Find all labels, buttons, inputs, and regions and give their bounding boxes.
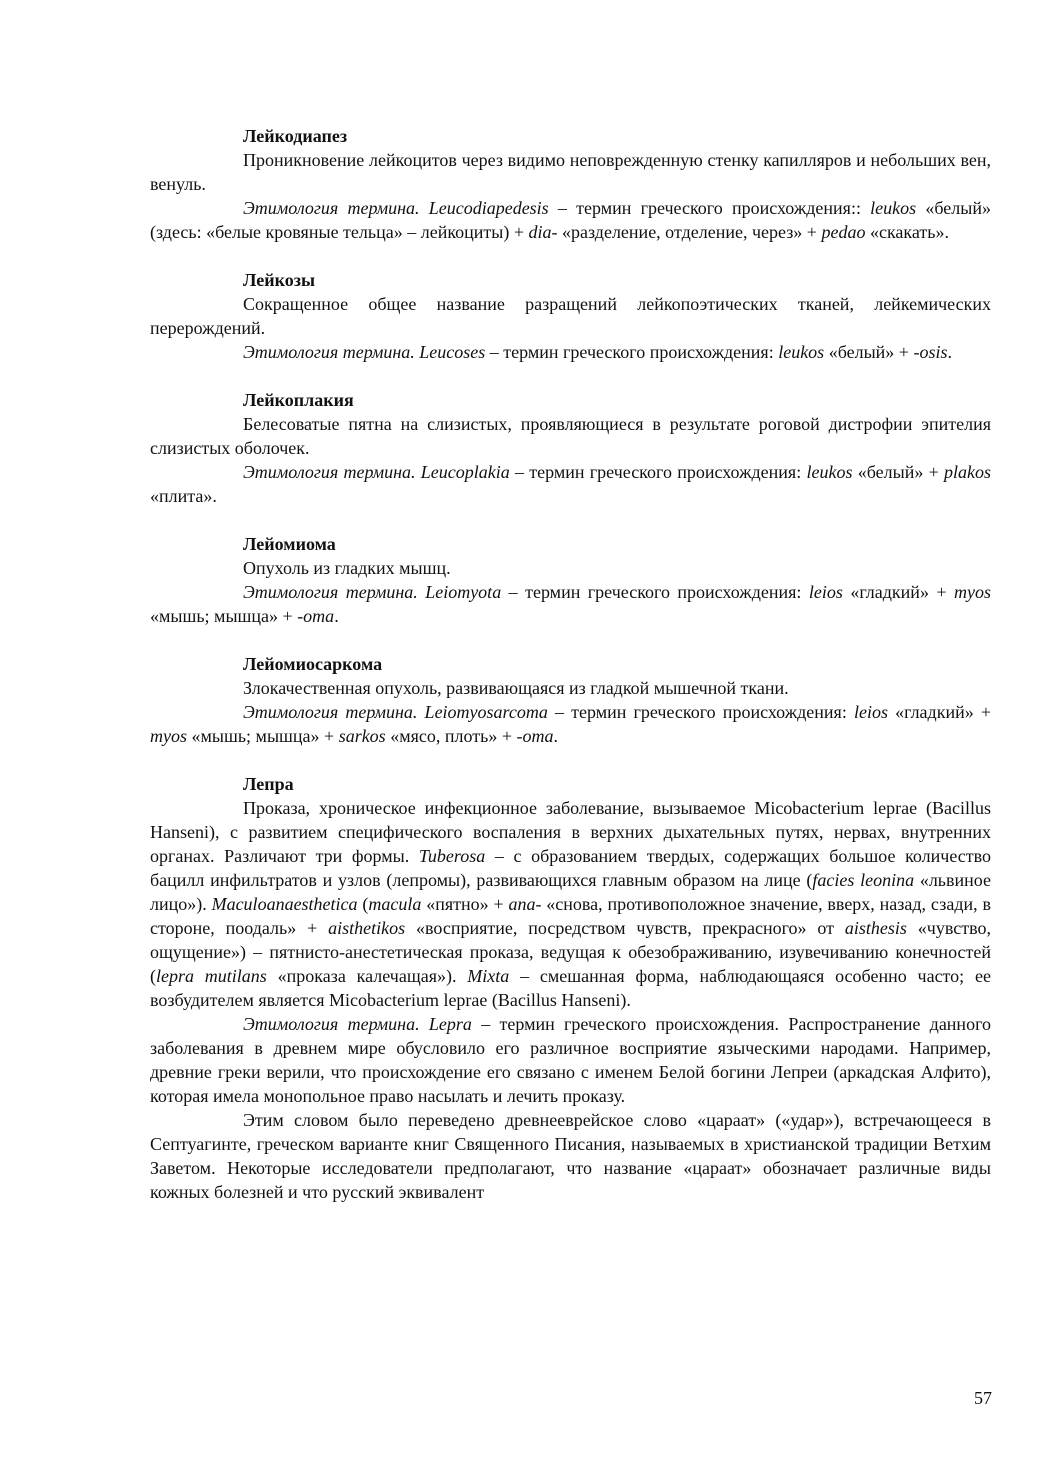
text-run: Проникновение лейкоцитов через видимо неповрежденную стенку капилляров и небольших вен, венуль. — [150, 150, 991, 194]
entry-paragraph — [150, 700, 991, 748]
entry-definition — [150, 292, 991, 340]
italic-run: Этимология термина. Lepra — [243, 1014, 472, 1034]
italic-run: facies leonina — [812, 870, 915, 890]
entry-term: Лейомиома — [243, 534, 336, 554]
italic-run: leukos — [806, 462, 853, 482]
entry-term: Лейкоплакия — [243, 390, 354, 410]
text-run: «белый» + — [824, 342, 914, 362]
entry-term: Лепра — [243, 774, 294, 794]
italic-run: Tuberosa — [418, 846, 486, 866]
text-run: «белый» (здесь: «белые кровяные тельца» – лейкоциты) + — [150, 198, 991, 242]
italic-run: myos — [954, 582, 991, 602]
text-run: Проказа, хроническое инфекционное заболевание, вызываемое Micobacterium leprae (Bacillus Hanseni), с развитием специфического воспаления в верхних дыхательных путях, нервах, внутренних органах. Различают три формы. — [150, 798, 991, 866]
text-run: . — [334, 606, 339, 626]
text-run: – с образованием твердых, содержащих большое количество бацилл инфильтратов и узлов (лепромы), развивающихся главным образом на лице ( — [150, 846, 991, 890]
entry-definition — [150, 796, 991, 1012]
text-run: «мышь; мышца» + — [150, 606, 298, 626]
italic-run: Этимология термина. Leucoplakia — [243, 462, 510, 482]
italic-run: myos — [150, 726, 187, 746]
entry-definition — [150, 412, 991, 460]
text-run: – термин греческого происхождения:: — [548, 198, 871, 218]
italic-run: dia- — [528, 222, 558, 242]
italic-run: Этимология термина. Leiomyota — [243, 582, 502, 602]
entry-term: Лейкозы — [243, 270, 316, 290]
text-run: . — [947, 342, 952, 362]
text-run: – термин греческого происхождения: — [501, 582, 809, 602]
entry-definition — [150, 676, 991, 700]
text-run: «проказа калечащая»). — [266, 966, 468, 986]
document-page — [150, 124, 991, 1204]
dictionary-entry — [150, 388, 991, 508]
text-run: – смешанная форма, наблюдающаяся особенно часто; ее возбудителем является Micobacterium leprae (Bacillus Hanseni). — [150, 966, 991, 1010]
page-number: 57 — [974, 1388, 992, 1408]
text-run: Опухоль из гладких мышц. — [243, 558, 451, 578]
text-run: «мышь; мышца» + — [187, 726, 339, 746]
dictionary-entry — [150, 124, 991, 244]
text-run: – термин греческого происхождения. Распространение данного заболевания в древнем мире обусловило его различное восприятие языческими народами. Например, древние греки верили, что происхождение его связано с именем Белой богини Лепреи (аркадская Алфито), которая имела монопольное право насылать и лечить проказу. — [150, 1014, 992, 1106]
text-run: Сокращенное общее название разращений лейкопоэтических тканей, лейкемических перерождений. — [150, 294, 991, 338]
dictionary-entry — [150, 652, 991, 748]
entry-paragraph — [150, 340, 991, 364]
entry-definition — [150, 148, 991, 196]
italic-run: leios — [808, 582, 843, 602]
text-run: «чувство, ощущение») – пятнисто-анестетическая проказа, ведущая к обезображиванию, изувечиванию конечностей ( — [150, 918, 991, 986]
text-run: . — [553, 726, 558, 746]
italic-run: pedao — [821, 222, 866, 242]
italic-run: -oma — [516, 726, 554, 746]
text-run: Этим словом было переведено древнееврейское слово «цараат» («удар»), встречающееся в Септуагинте, греческом варианте книг Священного Писания, называемых в христианской традиции Ветхим Заветом. Некоторые исследователи предполагают, что название «цараат» обозначает различные виды кожных болезней и что русский эквивалент — [150, 1110, 991, 1202]
text-run: «плита». — [150, 486, 217, 506]
entry-term: Лейомиосаркома — [243, 654, 383, 674]
italic-run: macula — [368, 894, 422, 914]
text-run: «гладкий» + — [842, 582, 954, 602]
italic-run: sarkos — [338, 726, 386, 746]
entry-paragraph — [150, 196, 991, 244]
text-run: «белый» + — [852, 462, 944, 482]
text-run: «снова, противоположное значение, вверх, назад, сзади, в стороне, поодаль» + — [150, 894, 992, 938]
text-run: – термин греческого происхождения: — [485, 342, 779, 362]
text-run: «скакать». — [865, 222, 949, 242]
entry-paragraph — [150, 580, 991, 628]
text-run: «пятно» + — [421, 894, 509, 914]
italic-run: leukos — [778, 342, 825, 362]
text-run: «восприятие, посредством чувств, прекрасного» от — [405, 918, 845, 938]
italic-run: plakos — [943, 462, 991, 482]
entry-term: Лейкодиапез — [243, 126, 348, 146]
italic-run: -osis — [913, 342, 948, 362]
text-run: «гладкий» + — [887, 702, 991, 722]
entry-paragraph — [150, 1108, 991, 1204]
italic-run: Maculoanaesthetica — [211, 894, 358, 914]
italic-run: Этимология термина. Leucoses — [243, 342, 486, 362]
text-run: «львиное лицо»). — [150, 870, 991, 914]
italic-run: ana- — [508, 894, 542, 914]
entry-paragraph — [150, 1012, 991, 1108]
text-run: – термин греческого происхождения: — [547, 702, 854, 722]
italic-run: aisthetikos — [328, 918, 406, 938]
text-run: Белесоватые пятна на слизистых, проявляющиеся в результате роговой дистрофии эпителия слизистых оболочек. — [150, 414, 991, 458]
italic-run: lepra mutilans — [156, 966, 267, 986]
text-run: ( — [357, 894, 369, 914]
italic-run: leukos — [870, 198, 917, 218]
dictionary-entry — [150, 268, 991, 364]
dictionary-entry — [150, 532, 991, 628]
text-run: Злокачественная опухоль, развивающаяся из гладкой мышечной ткани. — [243, 678, 789, 698]
text-run: «мясо, плоть» + — [385, 726, 517, 746]
text-run: – термин греческого происхождения: — [509, 462, 807, 482]
italic-run: aisthesis — [844, 918, 907, 938]
entry-definition — [150, 556, 991, 580]
italic-run: Этимология термина. Leucodiapedesis — [243, 198, 549, 218]
italic-run: Mixta — [467, 966, 510, 986]
italic-run: -oma — [297, 606, 335, 626]
italic-run: Этимология термина. Leiomyosarcoma — [243, 702, 548, 722]
text-run: «разделение, отделение, через» + — [557, 222, 822, 242]
italic-run: leios — [853, 702, 888, 722]
dictionary-entry — [150, 772, 991, 1204]
entry-paragraph — [150, 460, 991, 508]
